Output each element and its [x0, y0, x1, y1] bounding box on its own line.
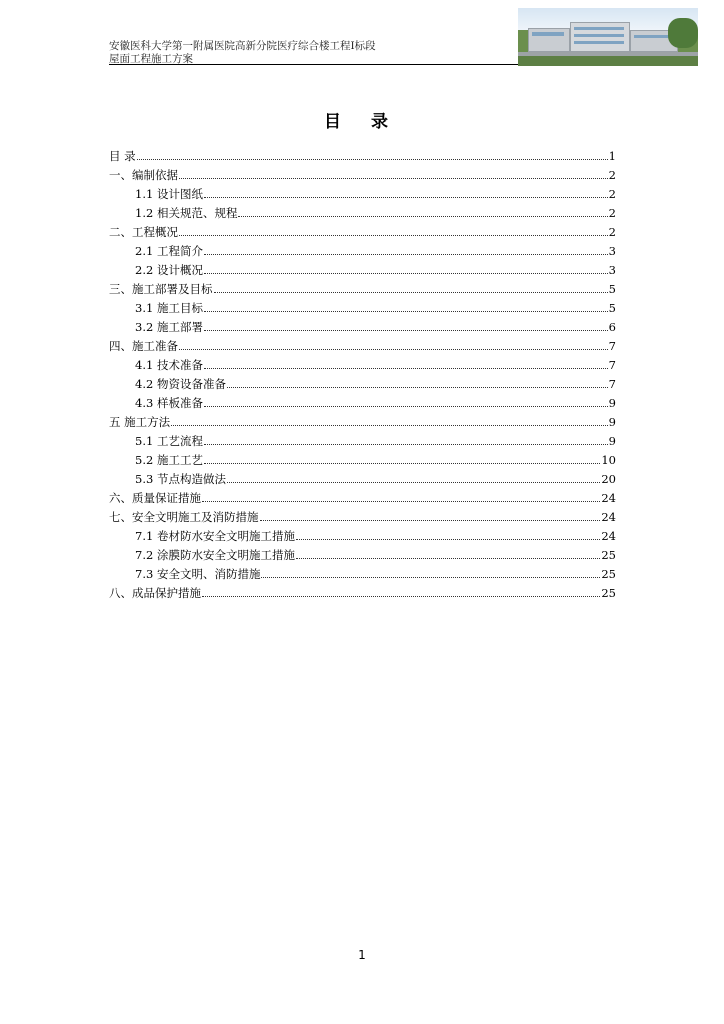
toc-leader-dots: [204, 184, 608, 198]
running-header: [109, 40, 376, 66]
toc-entry[interactable]: [109, 165, 616, 184]
toc-entry-page: 24: [601, 529, 616, 543]
toc-leader-dots: [204, 393, 608, 407]
toc-entry-label: 一、编制依据: [109, 168, 178, 182]
header-project-title: 安徽医科大学第一附属医院高新分院医疗综合楼工程Ⅰ标段: [109, 40, 376, 52]
toc-heading: 目 录: [324, 112, 400, 132]
toc-leader-dots: [204, 317, 608, 331]
toc-entry-label: 二、工程概况: [109, 225, 178, 239]
toc-entry[interactable]: [109, 450, 616, 469]
toc-leader-dots: [261, 564, 600, 578]
toc-entry-label: 5.3 节点构造做法: [135, 472, 226, 486]
toc-leader-dots: [204, 241, 608, 255]
toc-entry-label: 5.2 施工工艺: [135, 453, 203, 467]
toc-entry-label: 目 录: [109, 149, 136, 163]
toc-leader-dots: [260, 507, 601, 521]
toc-entry-label: 1.1 设计图纸: [135, 187, 203, 201]
toc-entry-label: 四、施工准备: [109, 339, 178, 353]
toc-leader-dots: [179, 165, 608, 179]
toc-entry-label: 3.2 施工部署: [135, 320, 203, 334]
toc-leader-dots: [137, 146, 608, 160]
toc-entry[interactable]: [109, 184, 616, 203]
toc-entry-page: 7: [608, 377, 616, 391]
toc-entry-page: 2: [608, 168, 616, 182]
page-number: 1: [358, 948, 366, 962]
toc-entry-page: 2: [608, 225, 616, 239]
toc-entry-label: 2.1 工程简介: [135, 244, 203, 258]
toc-entry[interactable]: [109, 222, 616, 241]
toc-entry-page: 3: [608, 244, 616, 258]
toc-entry[interactable]: [109, 526, 616, 545]
toc-entry[interactable]: [109, 583, 616, 602]
building-rendering-image: [518, 8, 698, 66]
toc-leader-dots: [227, 469, 600, 483]
toc-entry-page: 1: [608, 149, 616, 163]
toc-entry-page: 5: [608, 282, 616, 296]
toc-entry-page: 9: [608, 415, 616, 429]
toc-leader-dots: [202, 583, 600, 597]
toc-entry[interactable]: [109, 203, 616, 222]
toc-entry-page: 9: [608, 434, 616, 448]
toc-entry-page: 2: [608, 187, 616, 201]
toc-entry[interactable]: [109, 241, 616, 260]
toc-leader-dots: [204, 298, 608, 312]
toc-entry-label: 3.1 施工目标: [135, 301, 203, 315]
toc-entry[interactable]: [109, 355, 616, 374]
toc-entry-page: 25: [601, 567, 616, 581]
toc-leader-dots: [171, 412, 608, 426]
toc-leader-dots: [202, 488, 600, 502]
toc-entry-label: 5.1 工艺流程: [135, 434, 203, 448]
toc-entry-page: 25: [601, 548, 616, 562]
toc-entry-page: 6: [608, 320, 616, 334]
toc-entry[interactable]: [109, 279, 616, 298]
toc-entry[interactable]: [109, 393, 616, 412]
header-document-title: 屋面工程施工方案: [109, 53, 193, 65]
toc-entry[interactable]: [109, 507, 616, 526]
toc-entry[interactable]: [109, 317, 616, 336]
toc-entry-page: 9: [608, 396, 616, 410]
toc-entry[interactable]: [109, 298, 616, 317]
toc-entry-label: 4.1 技术准备: [135, 358, 203, 372]
toc-leader-dots: [179, 336, 608, 350]
toc-entry-label: 4.2 物资设备准备: [135, 377, 226, 391]
toc-entry-page: 5: [608, 301, 616, 315]
toc-entry-label: 三、施工部署及目标: [109, 282, 213, 296]
toc-entry-page: 7: [608, 339, 616, 353]
table-of-contents: [109, 146, 616, 602]
toc-entry[interactable]: [109, 564, 616, 583]
toc-entry-page: 25: [601, 586, 616, 600]
toc-entry[interactable]: [109, 431, 616, 450]
toc-entry-page: 10: [601, 453, 616, 467]
toc-leader-dots: [227, 374, 608, 388]
toc-entry-label: 7.2 涂膜防水安全文明施工措施: [135, 548, 295, 562]
toc-leader-dots: [204, 260, 608, 274]
toc-entry-page: 20: [601, 472, 616, 486]
toc-leader-dots: [179, 222, 608, 236]
toc-leader-dots: [204, 431, 608, 445]
toc-entry-page: 3: [608, 263, 616, 277]
toc-leader-dots: [204, 450, 600, 464]
toc-entry-label: 六、质量保证措施: [109, 491, 201, 505]
toc-entry[interactable]: [109, 488, 616, 507]
toc-entry-label: 七、安全文明施工及消防措施: [109, 510, 259, 524]
toc-entry-label: 八、成品保护措施: [109, 586, 201, 600]
toc-entry-label: 7.3 安全文明、消防措施: [135, 567, 261, 581]
toc-leader-dots: [214, 279, 608, 293]
toc-leader-dots: [238, 203, 607, 217]
toc-entry[interactable]: [109, 260, 616, 279]
toc-entry[interactable]: [109, 469, 616, 488]
toc-entry-label: 五 施工方法: [109, 415, 171, 429]
toc-entry[interactable]: [109, 336, 616, 355]
toc-entry-label: 1.2 相关规范、规程: [135, 206, 238, 220]
toc-entry-label: 2.2 设计概况: [135, 263, 203, 277]
toc-leader-dots: [296, 526, 600, 540]
toc-entry-page: 7: [608, 358, 616, 372]
toc-entry[interactable]: [109, 146, 616, 165]
toc-entry[interactable]: [109, 545, 616, 564]
toc-leader-dots: [296, 545, 600, 559]
toc-entry[interactable]: [109, 412, 616, 431]
toc-entry-label: 4.3 样板准备: [135, 396, 203, 410]
toc-entry[interactable]: [109, 374, 616, 393]
toc-entry-page: 24: [601, 491, 616, 505]
toc-leader-dots: [204, 355, 608, 369]
toc-entry-page: 2: [608, 206, 616, 220]
toc-entry-label: 7.1 卷材防水安全文明施工措施: [135, 529, 295, 543]
toc-entry-page: 24: [601, 510, 616, 524]
